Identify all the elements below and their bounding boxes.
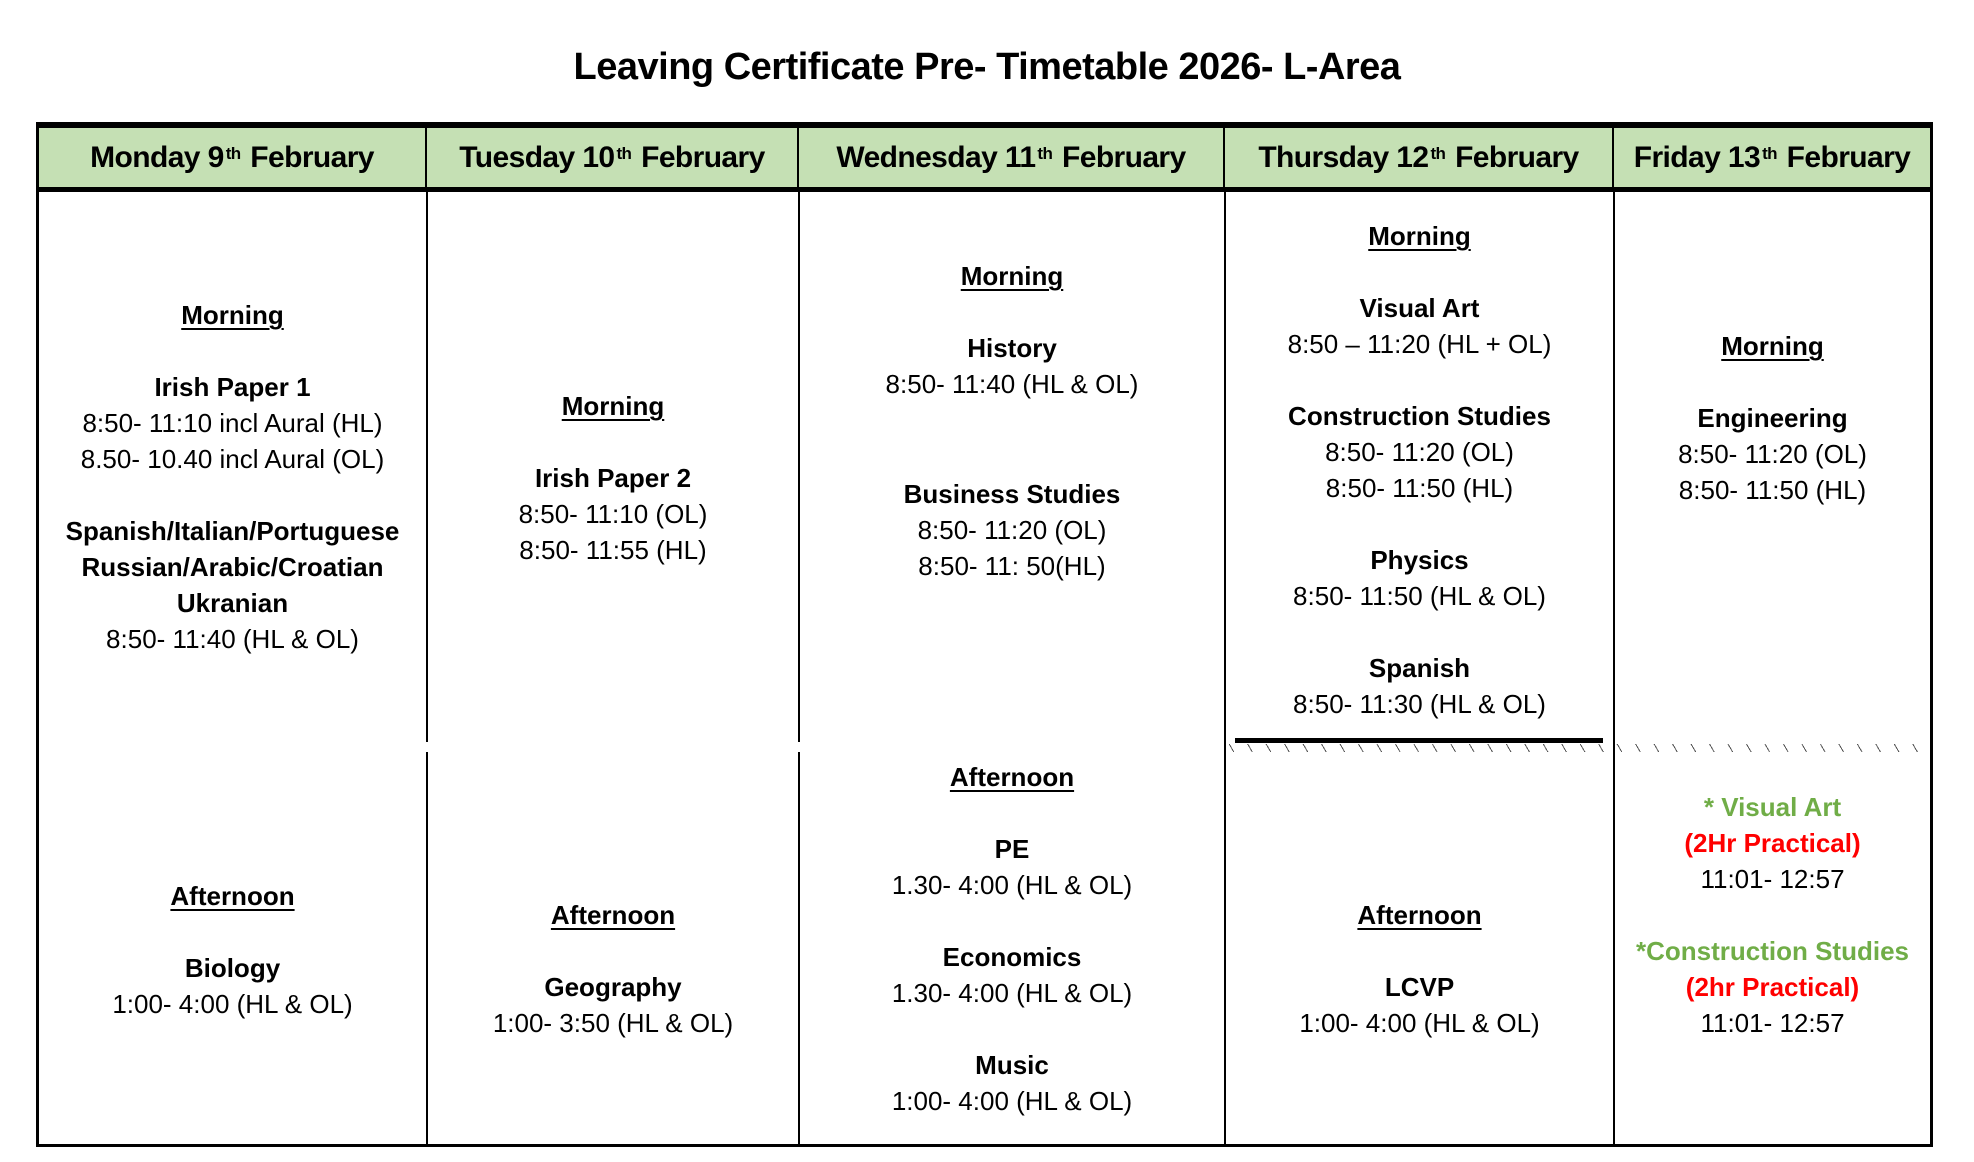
table-header-row [39,128,1930,192]
session-label: Morning [561,391,665,421]
ordinal-suffix: th [1762,143,1777,163]
practical-time: 11:01- 12:57 [1700,864,1845,894]
thursday-afternoon [1226,897,1613,1041]
header-tuesday [427,128,799,187]
ordinal-suffix: th [1430,143,1446,163]
exam-subject: Business Studies [903,479,1121,509]
column-friday [1615,192,1930,1144]
session-label: Morning [181,300,284,330]
header-monday [39,128,427,187]
exam-subject: History [967,333,1057,363]
timetable [36,122,1933,1147]
exam-time: 1:00- 4:00 (HL & OL) [1299,1008,1540,1038]
header-friday [1614,128,1930,187]
practical-subject: *Construction Studies [1635,936,1909,966]
exam-time: 1:00- 4:00 (HL & OL) [891,1086,1133,1116]
header-month-text: February [1778,140,1911,174]
exam-time: 8:50 – 11:20 (HL + OL) [1287,329,1552,359]
header-month-text: February [633,140,765,174]
header-day-text: Wednesday 11 [836,140,1036,174]
exam-time: 8.50- 10.40 incl Aural (OL) [80,444,385,474]
monday-morning [39,297,426,657]
wednesday-morning [800,258,1224,584]
ordinal-suffix: th [1037,143,1053,163]
practical-note: (2Hr Practical) [1684,828,1861,858]
exam-time: 8:50- 11:40 (HL & OL) [885,369,1139,399]
exam-subject: Physics [1370,545,1469,575]
ordinal-suffix: th [225,143,241,163]
exam-subject: Irish Paper 2 [534,463,692,493]
header-month-text: February [1447,140,1579,174]
exam-time: 8:50- 11:10 (OL) [518,499,708,529]
monday-afternoon [39,878,426,1022]
exam-time: 8:50- 11:20 (OL) [1678,439,1867,469]
exam-time: 8:50- 11:30 (HL & OL) [1293,689,1546,719]
practical-time: 11:01- 12:57 [1700,1008,1845,1038]
exam-subject: Engineering [1697,403,1848,433]
session-label: Afternoon [170,881,295,911]
exam-time: 8:50- 11: 50(HL) [918,551,1106,581]
exam-time: 8:50- 11:55 (HL) [519,535,707,565]
header-wednesday [799,128,1225,187]
exam-time: 1:00- 3:50 (HL & OL) [492,1008,734,1038]
exam-subject: Russian/Arabic/Croatian [81,552,384,582]
exam-subject: Economics [942,942,1082,972]
exam-subject: Biology [184,953,281,983]
exam-subject: Construction Studies [1288,401,1551,431]
exam-subject: Irish Paper 1 [154,372,311,402]
exam-time: 1.30- 4:00 (HL & OL) [891,870,1133,900]
exam-time: 1.30- 4:00 (HL & OL) [891,978,1133,1008]
exam-time: 8:50- 11:50 (HL) [1325,473,1514,503]
session-label: Morning [1368,221,1471,251]
table-body [39,192,1930,1144]
header-day-text: Monday 9 [90,140,224,174]
exam-subject: Visual Art [1359,293,1480,323]
exam-subject: Music [975,1050,1049,1080]
header-day-text: Friday 13 [1633,140,1761,174]
column-tuesday [428,192,798,1144]
exam-time: 8:50- 11:40 (HL & OL) [106,624,359,654]
header-day-text: Tuesday 10 [459,140,615,174]
tuesday-morning [428,388,798,568]
session-label: Afternoon [1357,900,1482,930]
session-label: Morning [1721,331,1824,361]
session-label: Afternoon [550,900,676,930]
practical-subject: * Visual Art [1703,792,1842,822]
page-title: Leaving Certificate Pre- Timetable 2026- L-Area [573,46,1401,88]
friday-morning [1615,328,1930,508]
header-thursday [1225,128,1614,187]
exam-subject: LCVP [1384,972,1455,1002]
exam-time: 8:50- 11:20 (OL) [917,515,1107,545]
column-monday [39,192,426,1144]
friday-practicals [1615,789,1930,1041]
session-label: Morning [960,261,1064,291]
ordinal-suffix: th [616,143,632,163]
header-month-text: February [242,140,374,174]
exam-subject: Ukranian [176,588,289,618]
session-label: Afternoon [949,762,1075,792]
column-thursday [1226,192,1613,1144]
exam-subject: Geography [544,972,682,1002]
exam-time: 8:50- 11:20 (OL) [1325,437,1514,467]
exam-time: 8:50- 11:50 (HL) [1678,475,1867,505]
tuesday-afternoon [428,897,798,1041]
exam-subject: Spanish [1368,653,1471,683]
exam-time: 8:50- 11:50 (HL & OL) [1293,581,1546,611]
header-month-text: February [1054,140,1186,174]
header-day-text: Thursday 12 [1258,140,1429,174]
exam-subject: Spanish/Italian/Portuguese [65,516,400,546]
wednesday-afternoon [800,759,1224,1119]
exam-time: 1:00- 4:00 (HL & OL) [112,989,353,1019]
exam-time: 8:50- 11:10 incl Aural (HL) [82,408,383,438]
exam-subject: PE [994,834,1030,864]
thursday-morning [1226,218,1613,722]
practical-note: (2hr Practical) [1685,972,1860,1002]
column-wednesday [800,192,1224,1144]
